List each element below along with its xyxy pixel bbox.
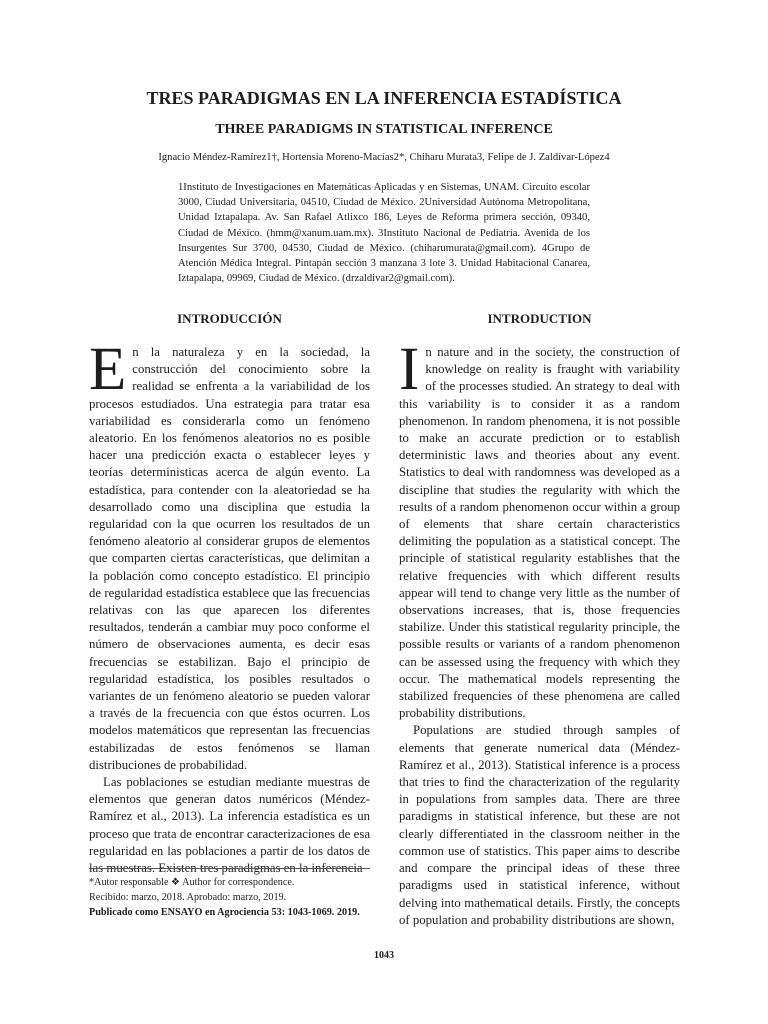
english-column [399,310,680,929]
affiliations: 1Instituto de Investigaciones en Matemáticas Aplicadas y en Sistemas, UNAM. Circuito escolar 3000, Ciudad Universitaria, 04510, Ciudad de México. 2Universidad Autónoma Metropolitana, Unidad Iztapalapa. Av. San Rafael Atlixco 186, Leyes de Reforma primera sección, 09340, Ciudad de México. (hmm@xanum.uam.mx). 3Instituto Nacional de Pediatría. Avenida de los Insurgentes Sur 3700, 04530, Ciudad de México. (chiharumurata@gmail.com). 4Grupo de Atención Médica Integral. Pintapán sección 3 manzana 3 lote 3. Unidad Habitacional Canarea, Iztapalapa, 09969, Ciudad de México. (drzaldivar2@gmail.com). [178,182,590,285]
page-number: 1043 [374,950,394,961]
paper-subtitle: THREE PARADIGMS IN STATISTICAL INFERENCE [215,122,553,137]
section-heading-spanish: INTRODUCCIÓN [177,311,282,326]
paragraph-english-2: Populations are studied through samples of elements that generate numerical data (Méndez-Ramírez et al., 2013). Statistical inference is a process that tries to find the characterization of the regularity in populations from samples data. There are three paradigms in statistical inference, but these are not clearly differentiated in the classroom neither in the common use of statistics. This paper aims to describe and compare the principal ideas of these three paradigms used in statistical inference, without delving into mathematical details. Firstly, the concepts of population and probability distributions are shown, [399,723,680,927]
paragraph-text: n nature and in the society, the construction of knowledge on reality is fraught with variability of the processes studied. An strategy to deal with this variability is to consider it as a random phenomenon. In random phenomena, it is not possible to make an accurate prediction or to establish deterministic laws and theories about any event. Statistics to deal with randomness was developed as a discipline that studies the regularity with which the results of a random phenomenon occur within a group of elements that share certain characteristics delimiting the population as a statistical concept. The principle of statistical regularity establishes that the relative frequencies with which different results appear will tend to change very little as the number of observations increases, that is, those frequencies stabilize. Under this statistical regularity principle, the possible results or variants of a random phenomenon can be assessed using the frequency with which they occur. The mathematical models representing the stabilized frequencies of these phenomena are called probability distributions. [399,345,680,721]
paper-title: TRES PARADIGMAS EN LA INFERENCIA ESTADÍSTICA [146,88,622,108]
drop-cap-letter: I [399,336,420,403]
paragraph-spanish-1 [89,336,370,774]
section-heading-english: INTRODUCTION [487,311,592,326]
spanish-column [89,310,370,877]
footnote-correspondence: *Autor responsable ❖ Author for correspondence. [89,877,295,888]
paragraph-english-1 [399,336,680,722]
footnote-publication: Publicado como ENSAYO en Agrociencia 53: 1043-1069. 2019. [89,907,360,918]
author-list: Ignacio Méndez-Ramírez1†, Hortensia Moreno-Macías2*, Chiharu Murata3, Felipe de J. Zaldívar-López4 [158,152,610,163]
paragraph-spanish-2: Las poblaciones se estudian mediante muestras de elementos que generan datos numéricos (Méndez-Ramírez et al., 2013). La inferencia estadística es un proceso que trata de encontrar caracterizaciones de esa regularidad en las poblaciones a partir de los datos de las muestras. Existen tres paradigmas en la inferencia [89,775,370,876]
paragraph-text: n la naturaleza y en la sociedad, la construcción del conocimiento sobre la realidad se enfrenta a la variabilidad de los procesos estudiados. Una estrategia para tratar esa variabilidad es considerarla como un fenómeno aleatorio. En los fenómenos aleatorios no es posible hacer una predicción exacta o establecer leyes y teorías deterministicas acerca de algún evento. La estadística, para contender con la aleatoriedad se ha desarrollado como una disciplina que estudia la regularidad con la que ocurren los resultados de un fenómeno aleatorio al considerar grupos de elementos que comparten ciertas características, que delimitan a la población como concepto estadístico. El principio de regularidad estadística establece que las frecuencias relativas con las que aparecen los diferentes resultados, tenderán a cambiar muy poco conforme el número de observaciones aumenta, es decir esas frecuencias se estabilizan. Bajo el principio de regularidad estadística, los posibles resultados o variantes de un fenómeno aleatorio se pueden valorar a través de la frecuencia con que éstos ocurren. Los modelos matemáticos que representan las frecuencias estabilizadas de estos fenómenos se llaman distribuciones de probabilidad. [89,345,370,772]
drop-cap-letter: E [89,336,127,403]
footnote [89,868,370,920]
footnote-dates: Recibido: marzo, 2018. Aprobado: marzo, 2019. [89,892,287,903]
